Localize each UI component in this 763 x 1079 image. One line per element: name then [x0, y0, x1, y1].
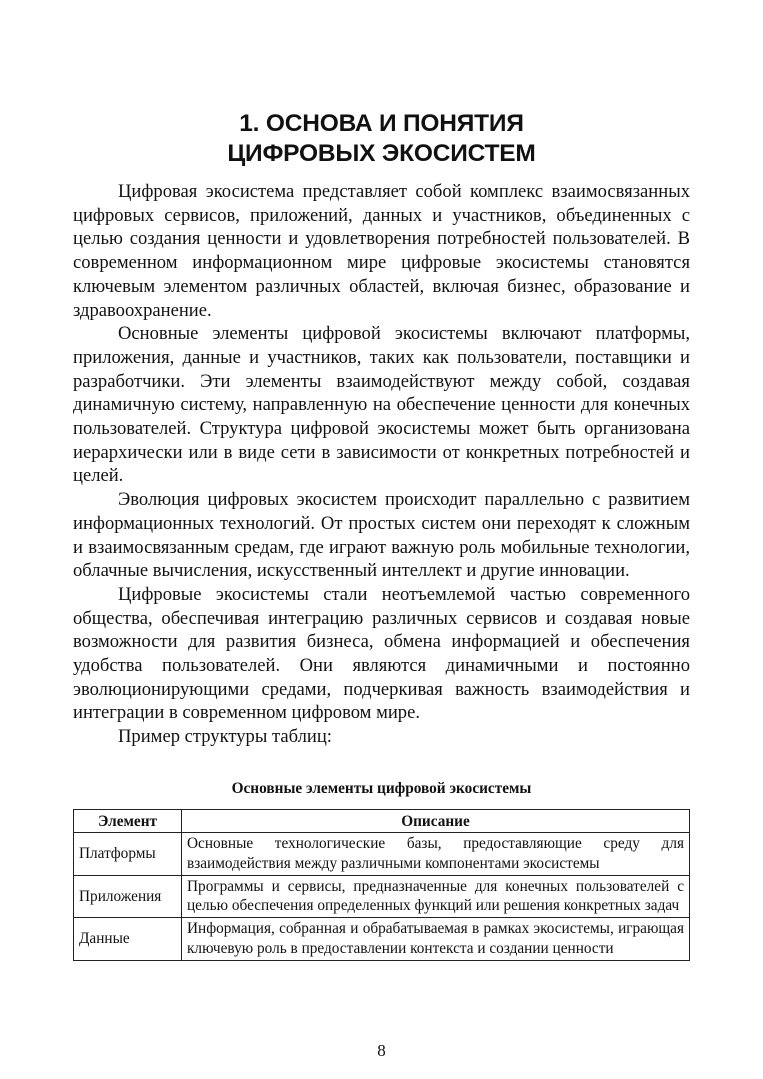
paragraph: Основные элементы цифровой экосистемы включают платформы, приложения, данные и участников, таких как пользователи, поставщики и разработчики. Эти элементы взаимодействуют между собой, создавая динамичную систему, направленную на обеспечение ценности для конечных пользователей. Структура цифровой экосистемы может быть организована иерархически или в виде сети в зависимости от конкретных потребностей и целей. [73, 323, 690, 487]
table-row [74, 918, 690, 961]
table-row [74, 875, 690, 918]
chapter-title [0, 109, 763, 169]
cell-description: Информация, собранная и обрабатываемая в рамках экосистемы, играющая ключевую роль в предоставлении контекста и создании ценности [182, 918, 690, 961]
cell-element: Платформы [74, 833, 182, 876]
page-number: 8 [377, 1041, 386, 1060]
header-description: Описание [182, 810, 690, 833]
paragraph: Эволюция цифровых экосистем происходит параллельно с развитием информационных технологий. От простых систем они переходят к сложным и взаимосвязанным средам, где играют важную роль мобильные технологии, облачные вычисления, искусственный интеллект и другие инновации. [73, 489, 690, 582]
chapter-title-line-2: ЦИФРОВЫХ ЭКОСИСТЕМ [227, 140, 536, 167]
table-caption: Основные элементы цифровой экосистемы [231, 780, 532, 797]
paragraph: Цифровая экосистема представляет собой комплекс взаимосвязанных цифровых сервисов, приложений, данных и участников, объединенных с целью создания ценности и удовлетворения потребностей пользователей. В современном информационном мире цифровые экосистемы становятся ключевым элементом различных областей, включая бизнес, образование и здравоохранение. [73, 181, 690, 321]
paragraph: Цифровые экосистемы стали неотъемлемой частью современного общества, обеспечивая интеграцию различных сервисов и создавая новые возможности для развития бизнеса, обмена информацией и обеспечения удобства пользователей. Они являются динамичными и постоянно эволюционирующими средами, подчеркивая важность взаимодействия и интеграции в современном цифровом мире. [73, 583, 690, 724]
cell-description: Программы и сервисы, предназначенные для конечных пользователей с целью обеспечения определенных функций или решения конкретных задач [182, 875, 690, 918]
body-text [73, 180, 690, 749]
elements-table [73, 809, 690, 961]
table-row [74, 833, 690, 876]
cell-description: Основные технологические базы, предоставляющие среду для взаимодействия между различными компонентами экосистемы [182, 833, 690, 876]
header-element: Элемент [74, 810, 182, 833]
cell-element: Приложения [74, 875, 182, 918]
paragraph-table-intro: Пример структуры таблиц: [118, 726, 332, 748]
chapter-title-line-1: 1. ОСНОВА И ПОНЯТИЯ [239, 110, 524, 137]
cell-element: Данные [74, 918, 182, 961]
table-header-row [74, 810, 690, 833]
